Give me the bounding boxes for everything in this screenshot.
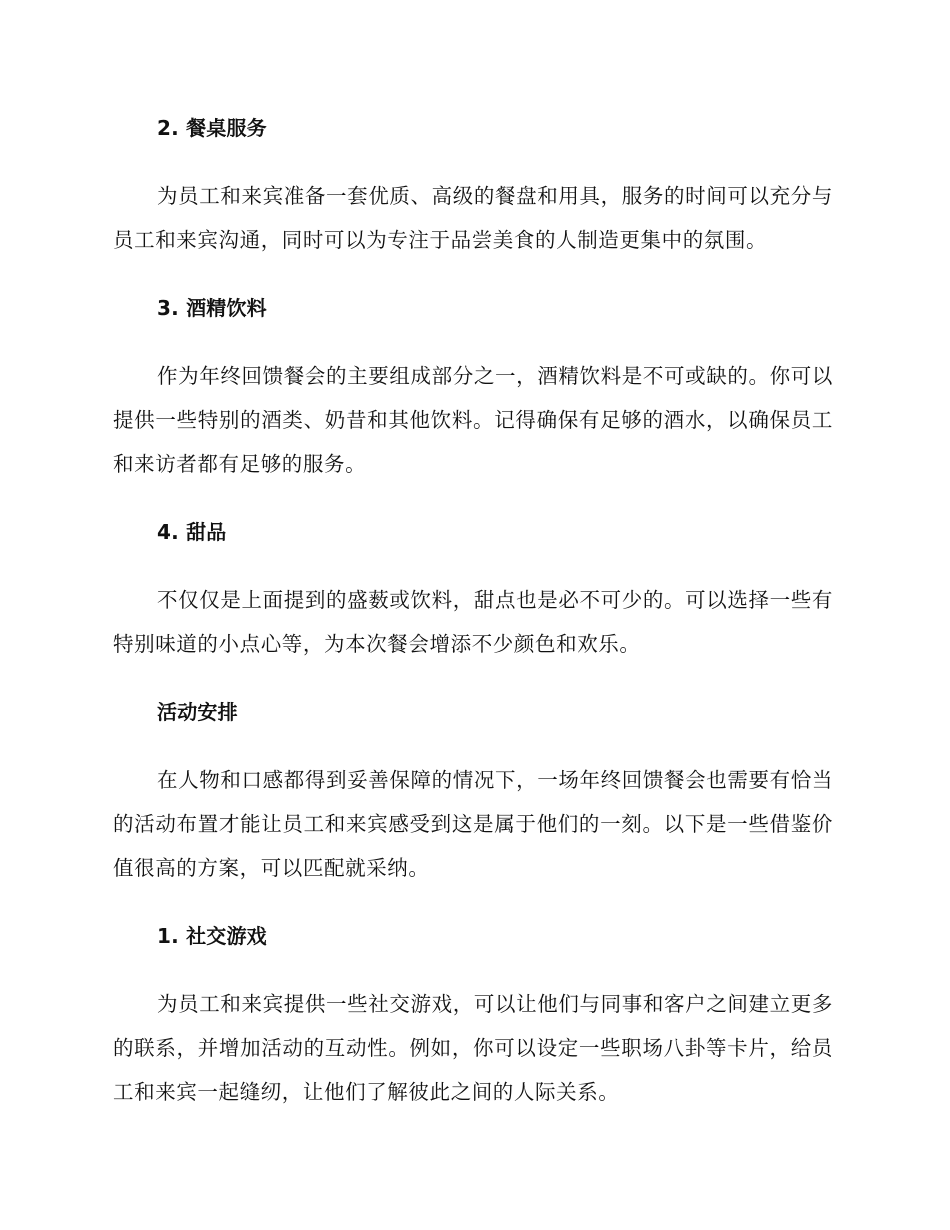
section-paragraph-desserts: 不仅仅是上面提到的盛薮或饮料，甜点也是必不可少的。可以选择一些有特别味道的小点心等，为本次餐会增添不少颜色和欢乐。: [113, 588, 833, 656]
section-heading-desserts: 4. 甜品: [157, 520, 227, 544]
section-paragraph-activity-arrangement: 在人物和口感都得到妥善保障的情况下，一场年终回馈餐会也需要有恰当的活动布置才能让员工和来宾感受到这是属于他们的一刻。以下是一些借鉴价值很高的方案，可以匹配就采纳。: [113, 768, 833, 880]
section-heading-social-games: 1. 社交游戏: [157, 924, 267, 948]
document-body: [113, 106, 833, 1138]
section-heading-table-service: 2. 餐桌服务: [157, 116, 267, 140]
section-heading-activity-arrangement: 活动安排: [157, 700, 238, 724]
section-paragraph-alcoholic-drinks: 作为年终回馈餐会的主要组成部分之一，酒精饮料是不可或缺的。你可以提供一些特别的酒类、奶昔和其他饮料。记得确保有足够的酒水，以确保员工和来访者都有足够的服务。: [113, 364, 833, 476]
section-paragraph-table-service: 为员工和来宾准备一套优质、高级的餐盘和用具，服务的时间可以充分与员工和来宾沟通，同时可以为专注于品尝美食的人制造更集中的氛围。: [113, 184, 833, 252]
section-heading-alcoholic-drinks: 3. 酒精饮料: [157, 296, 267, 320]
section-paragraph-social-games: 为员工和来宾提供一些社交游戏，可以让他们与同事和客户之间建立更多的联系，并增加活动的互动性。例如，你可以设定一些职场八卦等卡片，给员工和来宾一起缝纫，让他们了解彼此之间的人际关系。: [113, 992, 833, 1104]
